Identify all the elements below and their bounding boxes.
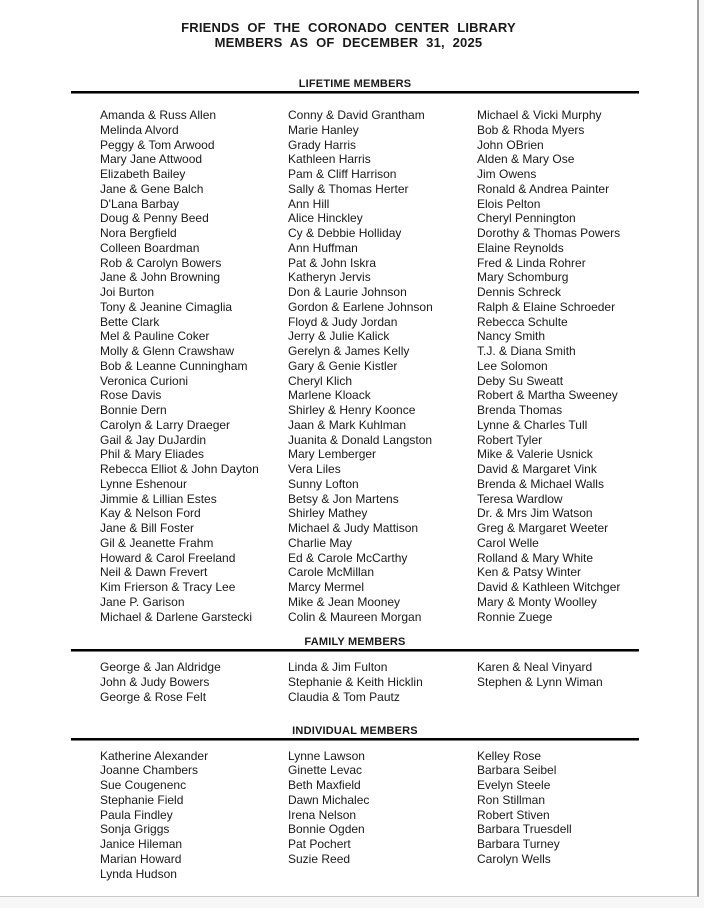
- member-name: Janice Hileman: [100, 837, 183, 851]
- member-name: Stephen & Lynn Wiman: [477, 675, 603, 689]
- member-name: John & Judy Bowers: [100, 675, 210, 689]
- member-name: Alden & Mary Ose: [477, 152, 575, 167]
- member-name: Pam & Cliff Harrison: [288, 167, 397, 181]
- member-name: Carole McMillan: [288, 565, 375, 580]
- member-name: Paula Findley: [100, 807, 173, 822]
- member-name: Carolyn & Larry Draeger: [100, 417, 231, 432]
- member-column: [288, 108, 477, 624]
- member-name: Fred & Linda Rohrer: [477, 255, 586, 270]
- member-name: Bonnie Ogden: [288, 822, 365, 837]
- member-name: Phil & Mary Eliades: [100, 447, 205, 462]
- member-name: Robert Tyler: [477, 432, 543, 447]
- member-name: Kathleen Harris: [288, 152, 371, 167]
- member-column: [100, 108, 288, 624]
- member-name: D'Lana Barbay: [100, 196, 180, 211]
- member-name: Ann Huffman: [288, 240, 358, 255]
- member-name: Shirley & Henry Koonce: [288, 403, 416, 417]
- document-title-line1: FRIENDS OF THE CORONADO CENTER LIBRARY: [181, 20, 516, 35]
- member-name: Colin & Maureen Morgan: [288, 609, 422, 624]
- member-name: Michael & Darlene Garstecki: [100, 609, 253, 624]
- member-name: Doug & Penny Beed: [100, 211, 209, 226]
- member-column: [100, 660, 288, 704]
- member-name: Gil & Jeanette Frahm: [100, 535, 214, 550]
- member-name: Ann Hill: [288, 196, 330, 211]
- member-name: Jaan & Mark Kuhlman: [288, 417, 407, 432]
- member-column: [288, 749, 477, 882]
- member-name: Mary & Monty Woolley: [477, 594, 597, 609]
- member-name: Lee Solomon: [477, 358, 548, 373]
- member-name: Rose Davis: [100, 388, 162, 403]
- member-name: Jimmie & Lillian Estes: [100, 491, 217, 506]
- member-name: Mary Lemberger: [288, 447, 377, 462]
- member-name: Jane & John Browning: [100, 270, 221, 285]
- member-name: Elois Pelton: [477, 196, 541, 211]
- member-name: Sonja Griggs: [100, 822, 170, 837]
- member-name: Gary & Genie Kistler: [288, 358, 398, 373]
- member-name: Marian Howard: [100, 851, 182, 866]
- member-name: Shirley Mathey: [288, 506, 368, 521]
- member-name: Floyd & Judy Jordan: [288, 314, 398, 329]
- member-name: Veronica Curioni: [100, 373, 189, 388]
- member-name: Gail & Jay DuJardin: [100, 432, 207, 447]
- section-header-lifetime: [71, 78, 639, 94]
- member-name: Marcy Mermel: [288, 580, 365, 594]
- document-title-line2: MEMBERS AS OF DECEMBER 31, 2025: [214, 35, 483, 50]
- member-name: Colleen Boardman: [100, 240, 200, 255]
- member-name: Michael & Vicki Murphy: [477, 108, 602, 122]
- section-rule: [71, 649, 639, 652]
- member-name: Gerelyn & James Kelly: [288, 344, 410, 358]
- member-column: [288, 660, 477, 704]
- member-name: Elizabeth Bailey: [100, 167, 186, 181]
- member-name: John OBrien: [477, 137, 544, 152]
- member-name: Alice Hinckley: [288, 211, 363, 226]
- member-name: Ronald & Andrea Painter: [477, 181, 610, 196]
- member-name: Katheryn Jervis: [288, 270, 371, 285]
- member-name: Mel & Pauline Coker: [100, 329, 210, 344]
- member-name: Ed & Carole McCarthy: [288, 550, 408, 565]
- member-name: Barbara Turney: [477, 837, 560, 851]
- member-name: Robert Stiven: [477, 807, 550, 822]
- member-name: Dennis Schreck: [477, 285, 562, 299]
- member-name: Stephanie & Keith Hicklin: [288, 675, 423, 689]
- member-name: Rebecca Elliot & John Dayton: [100, 462, 259, 476]
- document-content: [71, 78, 639, 881]
- member-name: David & Kathleen Witchger: [477, 580, 621, 594]
- member-name: Jerry & Julie Kalick: [288, 329, 390, 344]
- member-name: Mike & Jean Mooney: [288, 594, 401, 609]
- member-name: Sue Cougenenc: [100, 778, 187, 792]
- member-name: Bob & Leanne Cunningham: [100, 358, 248, 373]
- member-name: Vera Liles: [288, 462, 341, 476]
- section-lifetime-members: [71, 108, 639, 624]
- member-name: Barbara Seibel: [477, 763, 557, 778]
- member-name: Jane P. Garison: [100, 594, 185, 609]
- document-title: [0, 20, 697, 50]
- member-name: Juanita & Donald Langston: [288, 432, 433, 447]
- member-name: Evelyn Steele: [477, 778, 551, 792]
- member-name: Pat & John Iskra: [288, 255, 377, 270]
- member-column: [477, 660, 666, 704]
- section-header-individual: [71, 725, 639, 741]
- member-name: Mary Schomburg: [477, 270, 569, 285]
- member-name: Kay & Nelson Ford: [100, 506, 201, 521]
- member-name: Ken & Patsy Winter: [477, 565, 582, 580]
- member-name: George & Rose Felt: [100, 689, 207, 704]
- member-name: T.J. & Diana Smith: [477, 344, 576, 358]
- member-name: Brenda Thomas: [477, 403, 563, 417]
- section-individual-members: [71, 749, 639, 882]
- member-name: Dr. & Mrs Jim Watson: [477, 506, 593, 521]
- member-name: Beth Maxfield: [288, 778, 361, 792]
- member-name: Carolyn Wells: [477, 851, 551, 866]
- member-name: Molly & Glenn Crawshaw: [100, 344, 235, 358]
- member-name: Kim Frierson & Tracy Lee: [100, 580, 236, 594]
- member-column: [477, 108, 666, 624]
- member-name: Ron Stillman: [477, 792, 546, 807]
- member-name: Charlie May: [288, 535, 353, 550]
- member-name: Melinda Alvord: [100, 122, 179, 137]
- member-name: Mary Jane Attwood: [100, 152, 203, 167]
- section-header-family: [71, 636, 639, 652]
- member-name: Grady Harris: [288, 137, 357, 152]
- member-name: Don & Laurie Johnson: [288, 285, 407, 299]
- member-name: Michael & Judy Mattison: [288, 521, 419, 535]
- section-title-lifetime: LIFETIME MEMBERS: [298, 78, 412, 90]
- member-name: Linda & Jim Fulton: [288, 660, 388, 675]
- member-name: Bette Clark: [100, 314, 160, 329]
- member-name: Stephanie Field: [100, 792, 184, 807]
- member-name: Howard & Carol Freeland: [100, 550, 236, 565]
- member-name: Sunny Lofton: [288, 476, 359, 491]
- member-name: Suzie Reed: [288, 851, 351, 866]
- member-column: [100, 749, 288, 882]
- member-name: Betsy & Jon Martens: [288, 491, 399, 506]
- member-name: Deby Su Sweatt: [477, 373, 564, 388]
- member-name: Claudia & Tom Pautz: [288, 689, 400, 704]
- member-name: Carol Welle: [477, 535, 539, 550]
- member-name: Mike & Valerie Usnick: [477, 447, 593, 462]
- member-column: [477, 749, 666, 882]
- member-name: Marie Hanley: [288, 122, 359, 137]
- member-name: Ronnie Zuege: [477, 609, 553, 624]
- section-family-members: [71, 660, 639, 704]
- member-name: Elaine Reynolds: [477, 240, 564, 255]
- member-name: Marlene Kloack: [288, 388, 371, 403]
- member-name: Pat Pochert: [288, 837, 351, 851]
- member-name: Jane & Bill Foster: [100, 521, 195, 535]
- section-rule: [71, 738, 639, 741]
- member-name: Rolland & Mary White: [477, 550, 594, 565]
- member-name: Ginette Levac: [288, 763, 363, 778]
- member-name: Neil & Dawn Frevert: [100, 565, 208, 580]
- member-name: Lynda Hudson: [100, 866, 177, 881]
- member-name: Kelley Rose: [477, 748, 542, 763]
- member-name: Amanda & Russ Allen: [100, 108, 217, 122]
- member-name: Conny & David Grantham: [288, 108, 425, 122]
- member-name: Teresa Wardlow: [477, 491, 563, 506]
- member-name: Peggy & Tom Arwood: [100, 137, 215, 152]
- member-name: Irena Nelson: [288, 807, 357, 822]
- member-name: Brenda & Michael Walls: [477, 476, 604, 491]
- member-name: Ralph & Elaine Schroeder: [477, 299, 616, 314]
- member-name: Joi Burton: [100, 285, 155, 299]
- member-name: Nora Bergfield: [100, 226, 177, 240]
- member-name: David & Margaret Vink: [477, 462, 597, 476]
- member-name: Tony & Jeanine Cimaglia: [100, 299, 233, 314]
- member-name: Dorothy & Thomas Powers: [477, 226, 621, 240]
- section-title-individual: INDIVIDUAL MEMBERS: [292, 724, 418, 737]
- member-name: Dawn Michalec: [288, 792, 370, 807]
- member-name: Cheryl Pennington: [477, 211, 576, 226]
- member-name: Jane & Gene Balch: [100, 181, 204, 196]
- member-name: Robert & Martha Sweeney: [477, 388, 618, 403]
- section-title-family: FAMILY MEMBERS: [304, 636, 406, 649]
- member-name: Cheryl Klich: [288, 373, 353, 388]
- member-name: Sally & Thomas Herter: [288, 181, 409, 196]
- member-name: Jim Owens: [477, 167, 537, 181]
- member-name: George & Jan Aldridge: [100, 660, 221, 675]
- member-name: Lynne Lawson: [288, 748, 365, 763]
- member-name: Bonnie Dern: [100, 403, 167, 417]
- member-name: Gordon & Earlene Johnson: [288, 299, 433, 314]
- member-name: Rebecca Schulte: [477, 314, 568, 329]
- member-name: Cy & Debbie Holliday: [288, 226, 402, 240]
- member-name: Katherine Alexander: [100, 748, 209, 763]
- member-name: Bob & Rhoda Myers: [477, 122, 585, 137]
- member-name: Rob & Carolyn Bowers: [100, 255, 222, 270]
- member-name: Nancy Smith: [477, 329, 546, 344]
- member-name: Joanne Chambers: [100, 763, 199, 778]
- member-name: Lynne & Charles Tull: [477, 417, 588, 432]
- member-name: Barbara Truesdell: [477, 822, 572, 837]
- member-name: Karen & Neal Vinyard: [477, 660, 593, 675]
- section-rule: [71, 91, 639, 94]
- member-name: Greg & Margaret Weeter: [477, 521, 609, 535]
- member-name: Lynne Eshenour: [100, 476, 187, 491]
